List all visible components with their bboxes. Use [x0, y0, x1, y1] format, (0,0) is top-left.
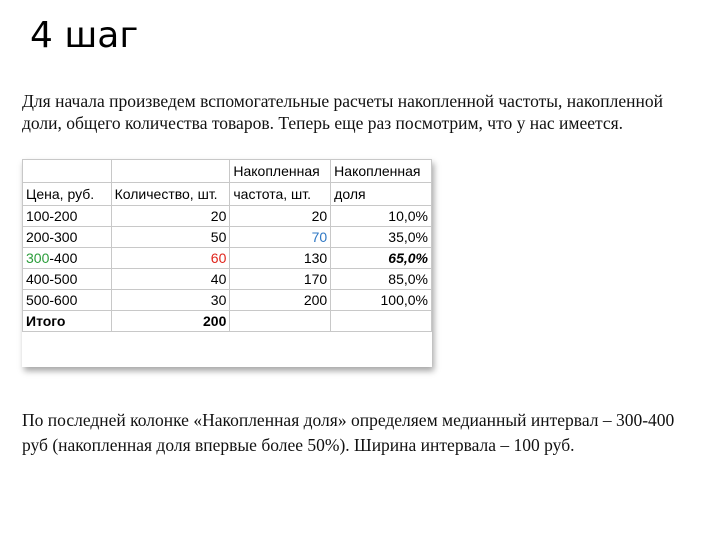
- outro-line-1: По последней колонке «Накопленная доля» определяем медианный интервал – 300-400: [22, 410, 675, 430]
- conclusion-paragraph: [22, 408, 692, 458]
- cell-cumulative-frequency: 130: [230, 248, 331, 269]
- header-cell-cumulative-frequency: частота, шт.: [230, 183, 331, 206]
- header-cell-price: Цена, руб.: [23, 183, 112, 206]
- table-total-row: [23, 311, 432, 332]
- table-row: [23, 269, 432, 290]
- cell-cumulative-frequency: 70: [230, 227, 331, 248]
- table-row: [23, 206, 432, 227]
- cell-total-label: Итого: [23, 311, 112, 332]
- cell-price: 400-500: [23, 269, 112, 290]
- cell-quantity: 40: [111, 269, 230, 290]
- cell-price: 200-300: [23, 227, 112, 248]
- header-cell: Накопленная: [331, 160, 432, 183]
- frequency-table: [22, 159, 432, 332]
- table-header-row-bottom: [23, 183, 432, 206]
- header-cell-cumulative-share: доля: [331, 183, 432, 206]
- frequency-table-image: [22, 159, 432, 367]
- cell-empty: [331, 311, 432, 332]
- cell-cumulative-share: 85,0%: [331, 269, 432, 290]
- price-upper-bound: -400: [49, 250, 78, 266]
- cell-cumulative-share: 10,0%: [331, 206, 432, 227]
- intro-line-2: доли, общего количества товаров. Теперь еще раз посмотрим, что у нас имеется.: [22, 113, 624, 133]
- cell-cumulative-share: 65,0%: [331, 248, 432, 269]
- slide-title: 4 шаг: [30, 15, 139, 56]
- intro-paragraph: [22, 90, 692, 134]
- table-row-median-interval: [23, 248, 432, 269]
- cell-cumulative-frequency: 200: [230, 290, 331, 311]
- table-row: [23, 290, 432, 311]
- header-cell: [23, 160, 112, 183]
- cell-quantity: 20: [111, 206, 230, 227]
- cell-price: 100-200: [23, 206, 112, 227]
- table-row: [23, 227, 432, 248]
- cell-quantity: 50: [111, 227, 230, 248]
- table-header-row-top: [23, 160, 432, 183]
- cell-cumulative-share: 35,0%: [331, 227, 432, 248]
- cell-cumulative-share: 100,0%: [331, 290, 432, 311]
- outro-line-2: руб (накопленная доля впервые более 50%). Ширина интервала – 100 руб.: [22, 435, 575, 455]
- price-lower-bound: 300: [26, 250, 50, 266]
- header-cell: [111, 160, 230, 183]
- cell-total-quantity: 200: [111, 311, 230, 332]
- cell-quantity: 60: [111, 248, 230, 269]
- cell-price: 500-600: [23, 290, 112, 311]
- cell-price: [23, 248, 112, 269]
- header-cell: Накопленная: [230, 160, 331, 183]
- cell-cumulative-frequency: 170: [230, 269, 331, 290]
- cell-empty: [230, 311, 331, 332]
- cell-cumulative-frequency: 20: [230, 206, 331, 227]
- header-cell-quantity: Количество, шт.: [111, 183, 230, 206]
- intro-line-1: Для начала произведем вспомогательные расчеты накопленной частоты, накопленной: [22, 91, 664, 111]
- cell-quantity: 30: [111, 290, 230, 311]
